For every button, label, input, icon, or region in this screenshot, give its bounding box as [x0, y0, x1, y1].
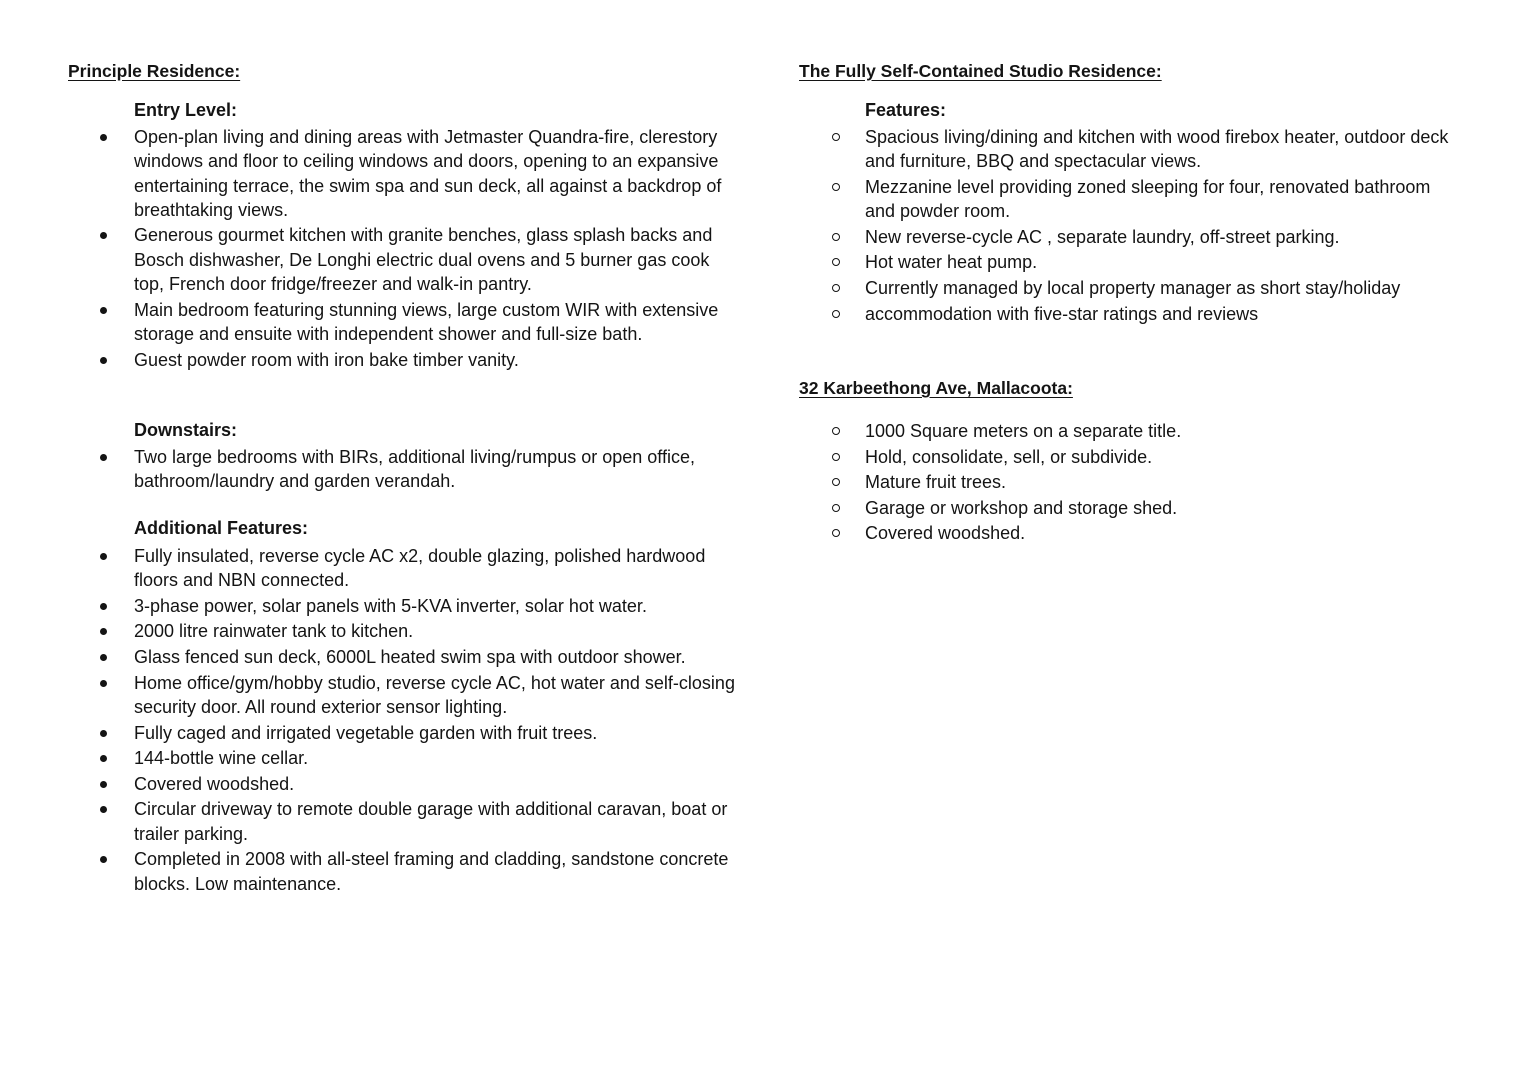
bullet-icon: [100, 628, 107, 635]
downstairs-heading: Downstairs:: [134, 420, 238, 440]
bullet-icon: [100, 603, 107, 610]
bullet-icon: [832, 529, 840, 537]
list-item: Main bedroom featuring stunning views, large custom WIR with extensive storage and ensuite with independent shower and full-size bath.: [68, 298, 740, 347]
bullet-icon: [832, 504, 840, 512]
list-item: Fully insulated, reverse cycle AC x2, double glazing, polished hardwood floors and NBN connected.: [68, 544, 740, 593]
entry-level-list: [68, 125, 740, 373]
list-item: Guest powder room with iron bake timber vanity.: [68, 348, 740, 372]
address-list: [799, 419, 1459, 547]
bullet-icon: [100, 680, 107, 687]
list-item: Glass fenced sun deck, 6000L heated swim spa with outdoor shower.: [68, 645, 740, 669]
list-item: accommodation with five-star ratings and reviews: [799, 302, 1459, 326]
bullet-icon: [100, 781, 107, 788]
list-item: Mature fruit trees.: [799, 470, 1459, 494]
list-item: Garage or workshop and storage shed.: [799, 496, 1459, 520]
list-item: 3-phase power, solar panels with 5-KVA inverter, solar hot water.: [68, 594, 740, 618]
list-item: Home office/gym/hobby studio, reverse cycle AC, hot water and self-closing security door. All round exterior sensor lighting.: [68, 671, 740, 720]
bullet-icon: [100, 806, 107, 813]
bullet-icon: [100, 654, 107, 661]
list-item: 144-bottle wine cellar.: [68, 746, 740, 770]
bullet-icon: [832, 183, 840, 191]
list-item: Covered woodshed.: [68, 772, 740, 796]
studio-features-list: [799, 125, 1459, 327]
bullet-icon: [100, 232, 107, 239]
bullet-icon: [100, 755, 107, 762]
list-item: Spacious living/dining and kitchen with wood firebox heater, outdoor deck and furniture, BBQ and spectacular views.: [799, 125, 1459, 174]
bullet-icon: [100, 553, 107, 560]
bullet-icon: [100, 730, 107, 737]
list-item: 1000 Square meters on a separate title.: [799, 419, 1459, 443]
additional-features-heading: Additional Features:: [134, 518, 309, 538]
bullet-icon: [100, 307, 107, 314]
studio-residence-title: The Fully Self-Contained Studio Residence:: [799, 61, 1162, 81]
list-item: Completed in 2008 with all-steel framing and cladding, sandstone concrete blocks. Low maintenance.: [68, 847, 740, 896]
list-item: New reverse-cycle AC , separate laundry, off-street parking.: [799, 225, 1459, 249]
additional-features-list: [68, 544, 740, 897]
list-item: Hot water heat pump.: [799, 250, 1459, 274]
bullet-icon: [832, 478, 840, 486]
bullet-icon: [832, 427, 840, 435]
bullet-icon: [832, 258, 840, 266]
list-item: Currently managed by local property manager as short stay/holiday: [799, 276, 1459, 300]
bullet-icon: [832, 310, 840, 318]
list-item: Generous gourmet kitchen with granite benches, glass splash backs and Bosch dishwasher, De Longhi electric dual ovens and 5 burner gas cook top, French door fridge/freezer and walk-in pantry.: [68, 223, 740, 296]
list-item: Hold, consolidate, sell, or subdivide.: [799, 445, 1459, 469]
bullet-icon: [100, 357, 107, 364]
list-item: Open-plan living and dining areas with Jetmaster Quandra-fire, clerestory windows and floor to ceiling windows and doors, opening to an expansive entertaining terrace, the swim spa and sun deck, all against a backdrop of breathtaking views.: [68, 125, 740, 222]
list-item: Covered woodshed.: [799, 521, 1459, 545]
bullet-icon: [100, 856, 107, 863]
bullet-icon: [100, 134, 107, 141]
principle-residence-title: Principle Residence:: [68, 61, 241, 81]
downstairs-list: [68, 445, 740, 495]
studio-features-heading: Features:: [865, 100, 947, 120]
entry-level-heading: Entry Level:: [134, 100, 238, 120]
bullet-icon: [832, 284, 840, 292]
list-item: Two large bedrooms with BIRs, additional living/rumpus or open office, bathroom/laundry and garden verandah.: [68, 445, 740, 494]
list-item: 2000 litre rainwater tank to kitchen.: [68, 619, 740, 643]
address-title: 32 Karbeethong Ave, Mallacoota:: [799, 378, 1073, 398]
list-item: Circular driveway to remote double garage with additional caravan, boat or trailer parking.: [68, 797, 740, 846]
bullet-icon: [100, 454, 107, 461]
list-item: Mezzanine level providing zoned sleeping for four, renovated bathroom and powder room.: [799, 175, 1459, 224]
bullet-icon: [832, 133, 840, 141]
bullet-icon: [832, 453, 840, 461]
bullet-icon: [832, 233, 840, 241]
list-item: Fully caged and irrigated vegetable garden with fruit trees.: [68, 721, 740, 745]
